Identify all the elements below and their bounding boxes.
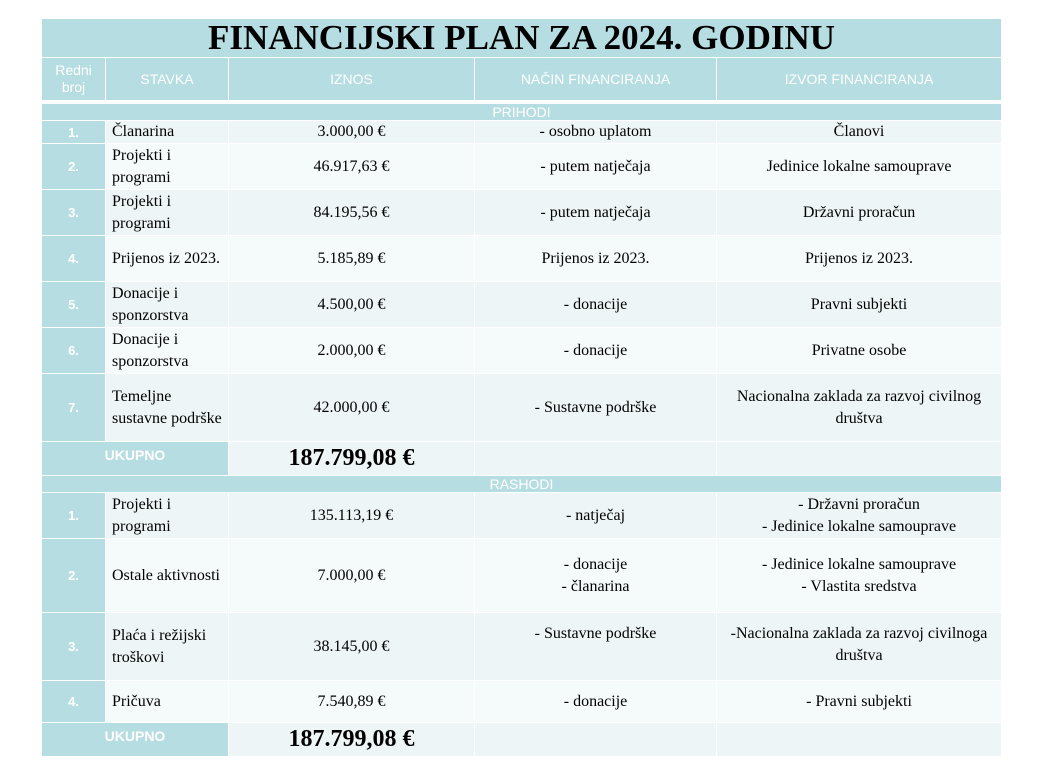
table-row	[42, 144, 1002, 190]
table-row	[42, 493, 1002, 539]
row-izvor: Jedinice lokalne samouprave	[717, 144, 1002, 190]
row-izvor-line: -Nacionalna zaklada za razvoj civilnoga društva	[730, 625, 988, 664]
row-izvor: Državni proračun	[717, 190, 1002, 236]
table-row	[42, 236, 1002, 282]
row-iznos: 4.500,00 €	[229, 282, 475, 328]
row-number: 3.	[42, 190, 106, 236]
header-iznos: IZNOS	[229, 58, 475, 101]
row-number: 7.	[42, 374, 106, 442]
row-number: 1.	[42, 121, 106, 144]
table-row	[42, 328, 1002, 374]
row-number: 2.	[42, 539, 106, 613]
row-number: 2.	[42, 144, 106, 190]
row-number: 4.	[42, 236, 106, 282]
row-iznos: 2.000,00 €	[229, 328, 475, 374]
row-izvor-line: - Pravni subjekti	[806, 692, 912, 710]
prihodi-rows	[42, 121, 1002, 442]
row-stavka: Projekti i programi	[106, 190, 229, 236]
row-nacin: - osobno uplatom	[475, 121, 717, 144]
row-stavka: Pričuva	[106, 681, 229, 723]
row-stavka: Donacije i sponzorstva	[106, 328, 229, 374]
financial-plan-sheet	[41, 18, 1001, 762]
header-nacin-financiranja: NAČIN FINANCIRANJA	[475, 58, 717, 101]
row-number: 3.	[42, 613, 106, 681]
row-stavka: Plaća i režijski troškovi	[106, 613, 229, 681]
prihodi-total-label: UKUPNO	[42, 442, 229, 476]
row-izvor: Nacionalna zaklada za razvoj civilnog društva	[717, 374, 1002, 442]
row-izvor-line: - Vlastita sredstva	[801, 577, 917, 595]
row-number: 6.	[42, 328, 106, 374]
rashodi-total-empty-izvor	[717, 723, 1002, 757]
row-nacin	[475, 539, 717, 613]
prihodi-total-empty-izvor	[717, 442, 1002, 476]
row-stavka: Članarina	[106, 121, 229, 144]
row-iznos: 3.000,00 €	[229, 121, 475, 144]
row-number: 5.	[42, 282, 106, 328]
row-nacin: - putem natječaja	[475, 190, 717, 236]
section-rashodi: RASHODI	[42, 476, 1002, 493]
row-iznos: 7.000,00 €	[229, 539, 475, 613]
row-nacin: - Sustavne podrške	[475, 374, 717, 442]
header-izvor-financiranja: IZVOR FINANCIRANJA	[717, 58, 1002, 101]
row-iznos: 38.145,00 €	[229, 613, 475, 681]
row-stavka: Temeljne sustavne podrške	[106, 374, 229, 442]
table-row	[42, 282, 1002, 328]
row-izvor: Prijenos iz 2023.	[717, 236, 1002, 282]
row-nacin	[475, 613, 717, 681]
table-row	[42, 539, 1002, 613]
table-row	[42, 613, 1002, 681]
page-title: FINANCIJSKI PLAN ZA 2024. GODINU	[42, 19, 1002, 58]
row-nacin	[475, 681, 717, 723]
header-row	[42, 58, 1002, 101]
table-row	[42, 374, 1002, 442]
row-iznos: 46.917,63 €	[229, 144, 475, 190]
row-izvor	[717, 681, 1002, 723]
rashodi-total-label: UKUPNO	[42, 723, 229, 757]
row-iznos: 135.113,19 €	[229, 493, 475, 539]
section-prihodi: PRIHODI	[42, 104, 1002, 121]
row-izvor	[717, 613, 1002, 681]
row-nacin-line: - donacije	[563, 692, 628, 710]
header-stavka: STAVKA	[106, 58, 229, 101]
rashodi-total-row	[42, 723, 1002, 757]
row-nacin: - putem natječaja	[475, 144, 717, 190]
prihodi-total-empty-nacin	[475, 442, 717, 476]
table-row	[42, 190, 1002, 236]
row-number: 1.	[42, 493, 106, 539]
row-nacin	[475, 493, 717, 539]
table-row	[42, 681, 1002, 723]
row-iznos: 84.195,56 €	[229, 190, 475, 236]
row-iznos: 42.000,00 €	[229, 374, 475, 442]
row-stavka: Ostale aktivnosti	[106, 539, 229, 613]
row-izvor	[717, 493, 1002, 539]
row-nacin-line: - natječaj	[565, 506, 626, 524]
row-iznos: 5.185,89 €	[229, 236, 475, 282]
row-nacin-line: - donacije	[563, 555, 628, 573]
row-nacin: Prijenos iz 2023.	[475, 236, 717, 282]
row-iznos: 7.540,89 €	[229, 681, 475, 723]
row-izvor-line: - Jedinice lokalne samouprave	[761, 555, 957, 573]
row-izvor-line: - Jedinice lokalne samouprave	[761, 517, 957, 535]
row-izvor	[717, 539, 1002, 613]
row-stavka: Projekti i programi	[106, 144, 229, 190]
prihodi-total-value: 187.799,08 €	[229, 442, 475, 476]
rashodi-total-value: 187.799,08 €	[229, 723, 475, 757]
row-nacin-line: - članarina	[561, 577, 630, 595]
row-izvor-line: - Državni proračun	[798, 495, 920, 513]
row-stavka: Projekti i programi	[106, 493, 229, 539]
row-stavka: Prijenos iz 2023.	[106, 236, 229, 282]
row-nacin: - donacije	[475, 328, 717, 374]
prihodi-total-row	[42, 442, 1002, 476]
row-stavka: Donacije i sponzorstva	[106, 282, 229, 328]
row-izvor: Članovi	[717, 121, 1002, 144]
row-nacin-line: - Sustavne podrške	[534, 625, 657, 642]
financial-plan-table	[41, 18, 1001, 757]
rashodi-total-empty-nacin	[475, 723, 717, 757]
row-nacin: - donacije	[475, 282, 717, 328]
table-row	[42, 121, 1002, 144]
row-number: 4.	[42, 681, 106, 723]
header-redni-broj: Redni broj	[42, 58, 106, 101]
row-izvor: Pravni subjekti	[717, 282, 1002, 328]
rashodi-rows	[42, 493, 1002, 723]
row-izvor: Privatne osobe	[717, 328, 1002, 374]
